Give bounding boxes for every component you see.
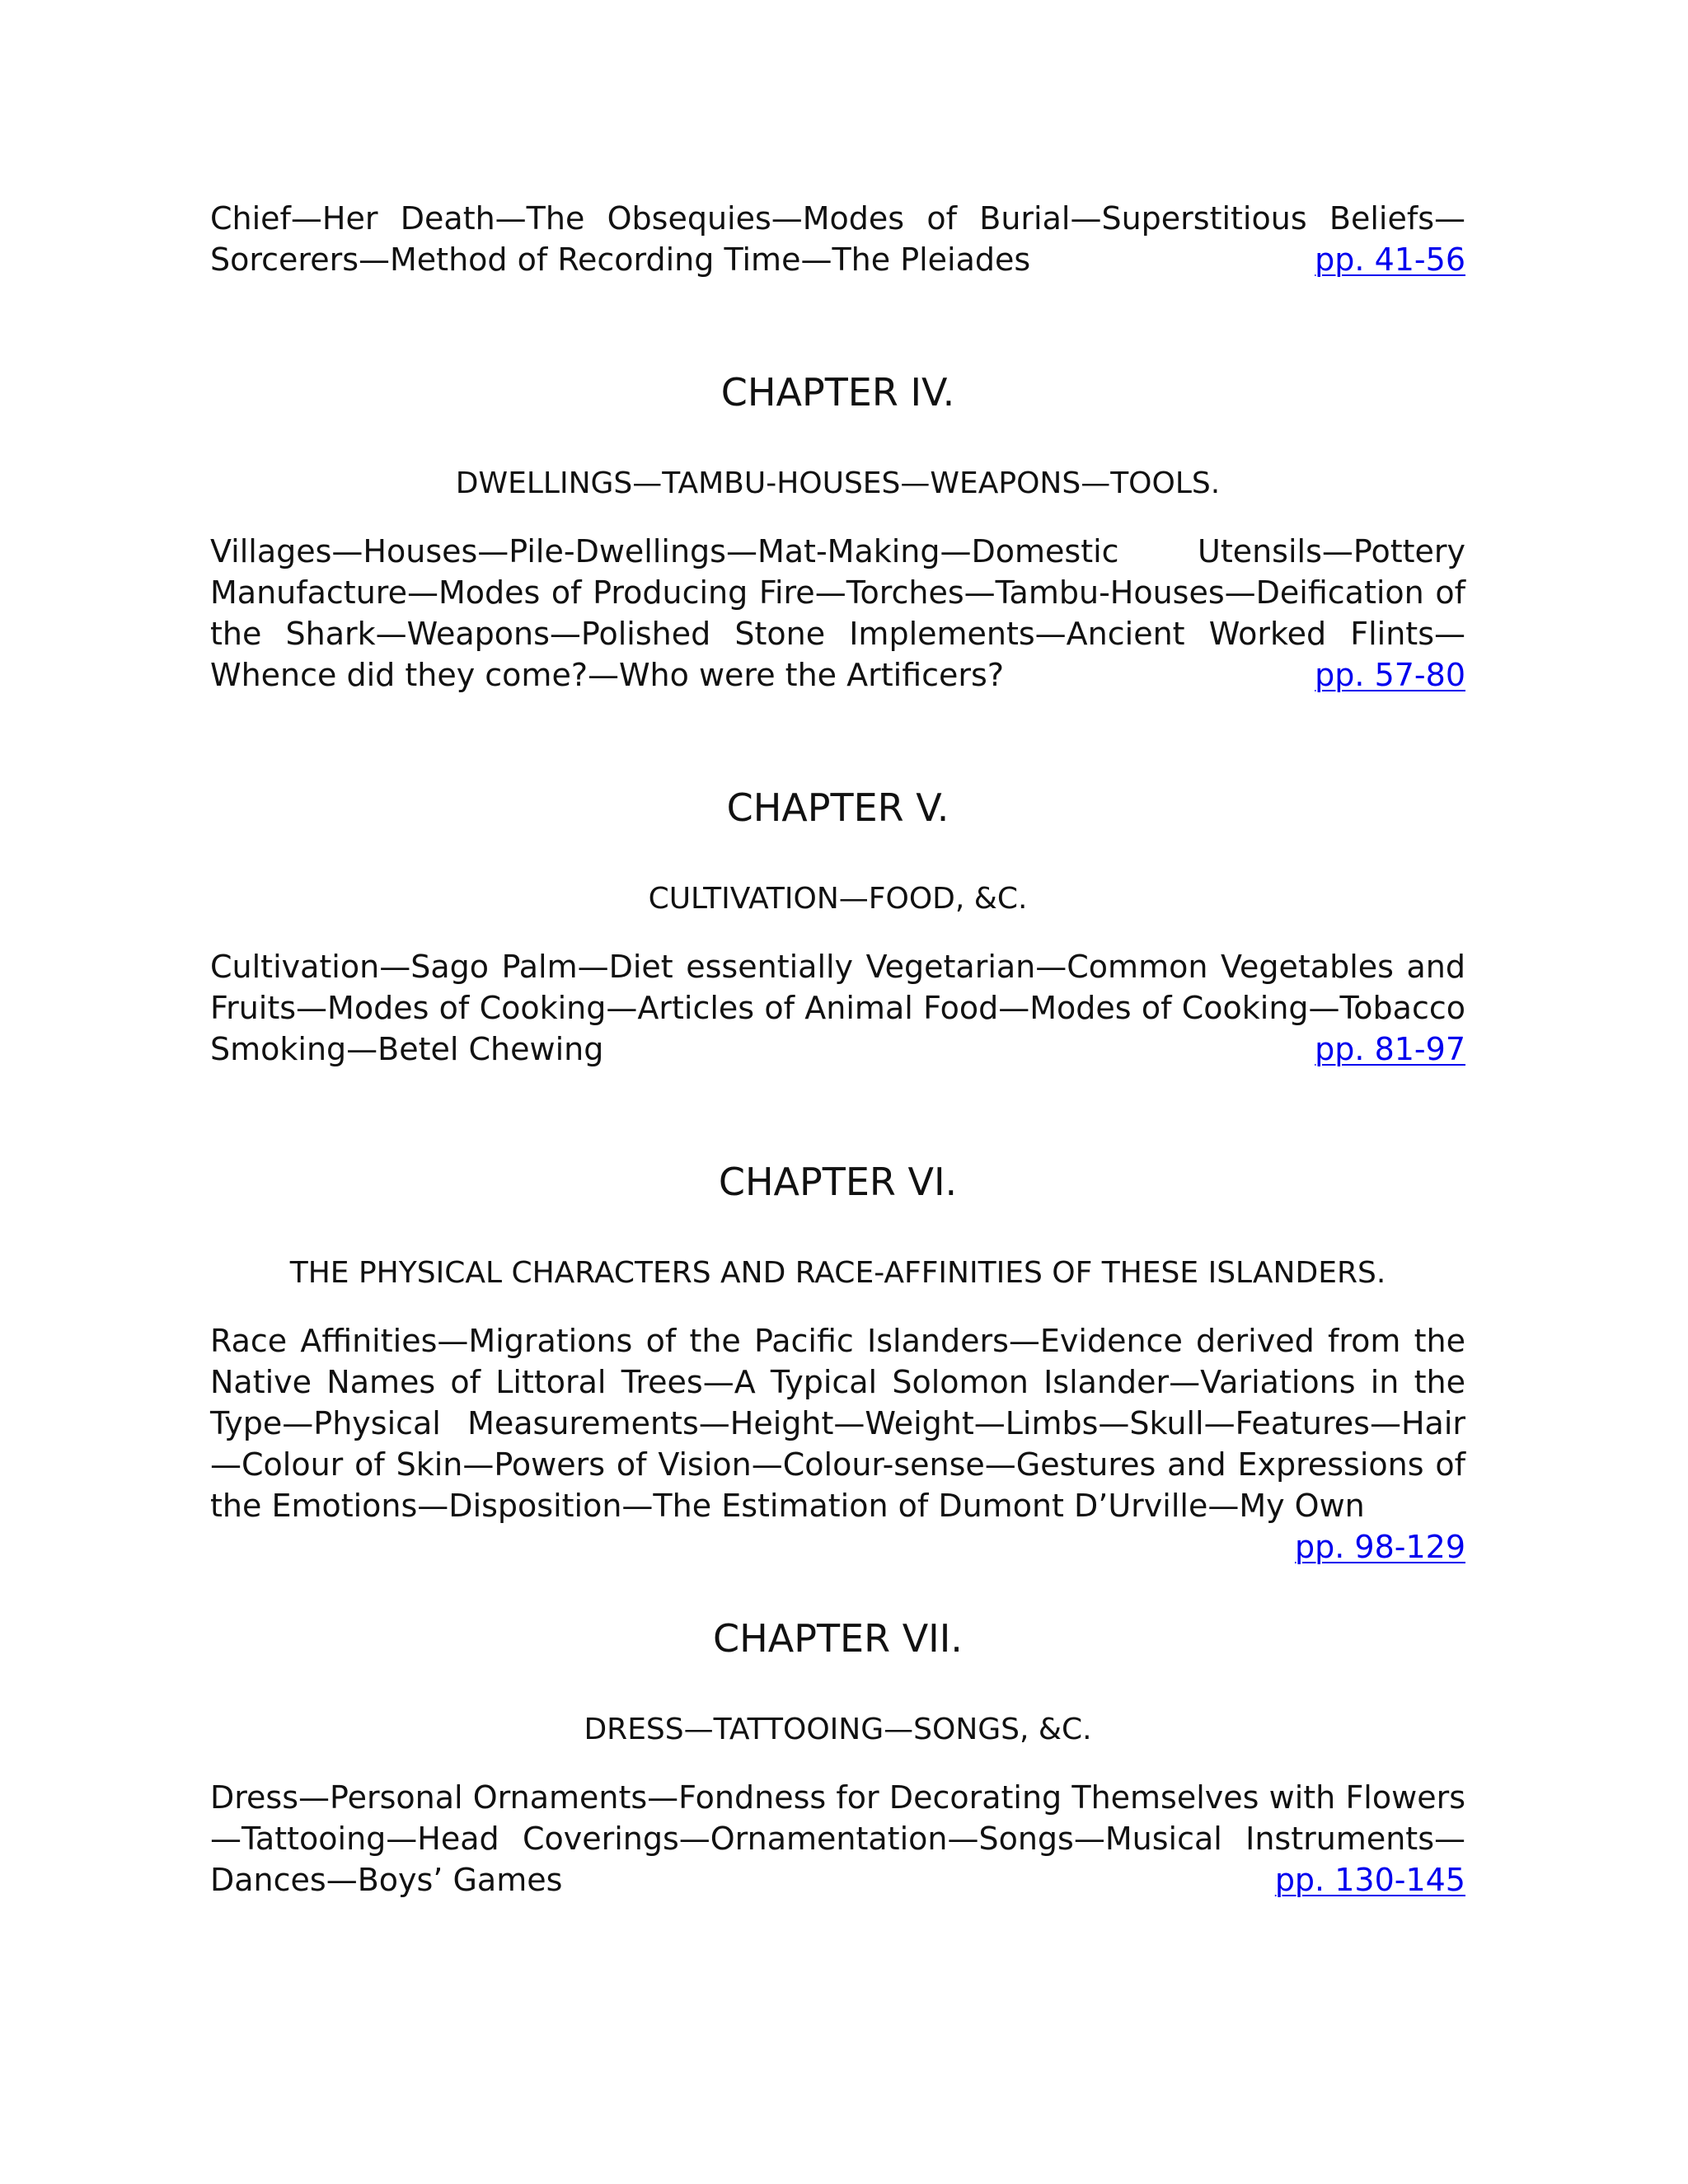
intro-section — [210, 198, 1465, 280]
summary-text: Cultivation—Sago Palm—Diet essentially Vegetarian—Common Vegetables and Fruits—Modes of Cooking—Articles of Animal Food—Modes of Cooking—Tobacco Smoking—Betel Chewing — [210, 949, 1465, 1067]
summary-text: Villages—Houses—Pile-Dwellings—Mat-Making—Domestic Utensils—Pottery Manufacture—Modes of Producing Fire—Torches—Tambu-Houses—Deification of the Shark—Weapons—Polished Stone Implements—Ancient Worked Flints—Whence did they come?—Who were the Artificers? — [210, 533, 1465, 693]
chapter-summary — [210, 1320, 1465, 1565]
chapter-heading: CHAPTER VII. — [713, 1616, 963, 1661]
chapter-6 — [210, 1159, 1465, 1565]
summary-text: Chief—Her Death—The Obsequies—Modes of Burial—Superstitious Beliefs—Sorcerers—Method of Recording Time—The Pleiades — [210, 200, 1465, 278]
contents-page — [210, 198, 1465, 1900]
chapter-7 — [210, 1615, 1465, 1900]
page-range-link[interactable]: pp. 81-97 — [1315, 1031, 1465, 1067]
page-range-link[interactable]: pp. 130-145 — [1274, 1862, 1465, 1898]
chapter-summary — [210, 531, 1465, 696]
page-range-link[interactable]: pp. 57-80 — [1315, 657, 1465, 693]
chapter-heading: CHAPTER V. — [726, 785, 950, 830]
chapter-subtitle: DWELLINGS—TAMBU-HOUSES—WEAPONS—TOOLS. — [455, 466, 1221, 500]
chapter-heading: CHAPTER VI. — [718, 1160, 958, 1204]
page-range-link[interactable]: pp. 98-129 — [1295, 1529, 1465, 1565]
summary-text: Race Affinities—Migrations of the Pacific Islanders—Evidence derived from the Native Names of Littoral Trees—A Typical Solomon Islander—Variations in the Type—Physical Measurements—Height—Weight—Limbs—Skull—Features—Hair—Colour of Skin—Powers of Vision—Colour-sense—Gestures and Expressions of the Emotions—Disposition—The Estimation of Dumont D’Urville—My Own — [210, 1323, 1465, 1524]
summary-text: Dress—Personal Ornaments—Fondness for Decorating Themselves with Flowers—Tattooing—Head Coverings—Ornamentation—Songs—Musical Instruments—Dances—Boys’ Games — [210, 1779, 1465, 1898]
chapter-4 — [210, 369, 1465, 696]
chapter-5 — [210, 785, 1465, 1070]
chapter-summary — [210, 198, 1465, 280]
chapter-summary — [210, 946, 1465, 1070]
chapter-subtitle: DRESS—TATTOOING—SONGS, &C. — [584, 1713, 1092, 1746]
page-range-link[interactable]: pp. 41-56 — [1315, 241, 1465, 278]
chapter-subtitle: THE PHYSICAL CHARACTERS AND RACE-AFFINITIES OF THESE ISLANDERS. — [289, 1256, 1386, 1290]
chapter-subtitle: CULTIVATION—FOOD, &C. — [648, 882, 1028, 916]
chapter-summary — [210, 1777, 1465, 1900]
chapter-heading: CHAPTER IV. — [720, 370, 955, 415]
